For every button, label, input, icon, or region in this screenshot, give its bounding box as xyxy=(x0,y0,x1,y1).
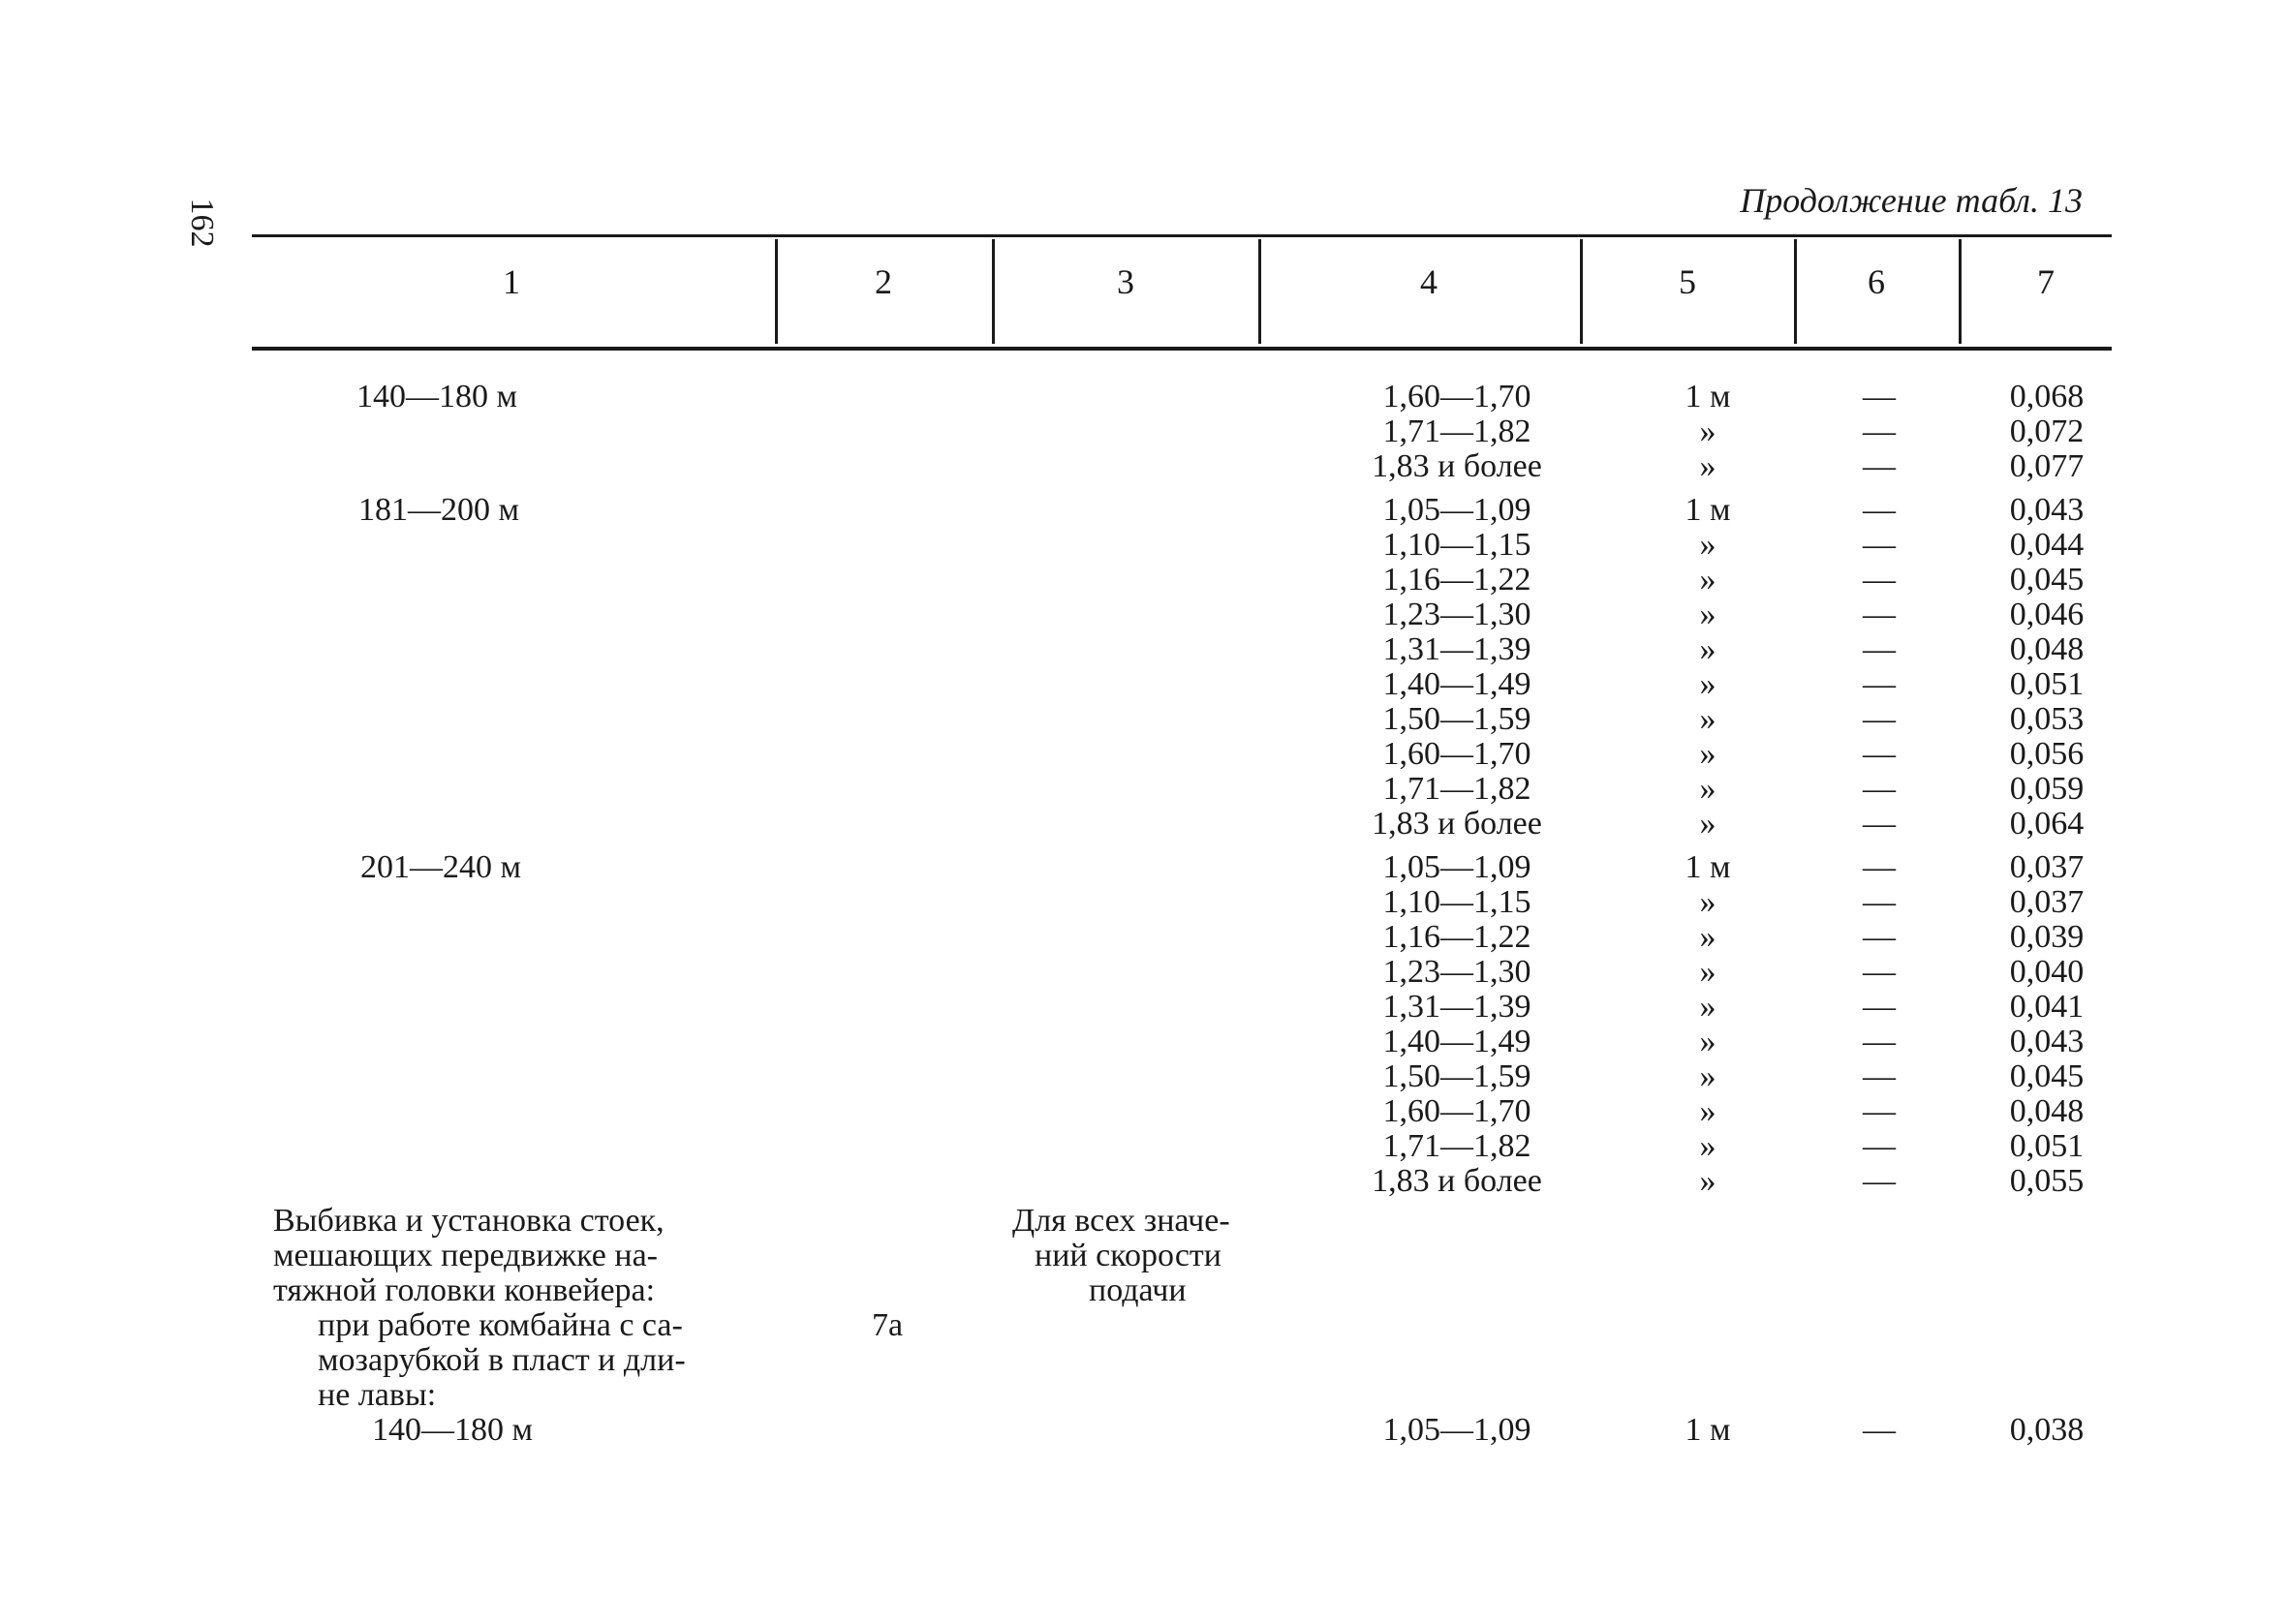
cell-range: 1,83 и более xyxy=(1372,806,1542,842)
table-row xyxy=(0,737,2288,772)
table-row xyxy=(0,1059,2288,1094)
cell-value: 0,051 xyxy=(2009,1128,2085,1164)
cell-unit: » xyxy=(1699,701,1716,737)
table-row xyxy=(0,1025,2288,1059)
column-header-2: 2 xyxy=(875,262,892,301)
table-row xyxy=(0,563,2288,598)
group-label: 140—180 м xyxy=(372,1412,534,1448)
cell-value: 0,059 xyxy=(2009,771,2085,807)
cell-range: 1,50—1,59 xyxy=(1382,701,1531,737)
cell-unit: » xyxy=(1699,1024,1716,1059)
table-row xyxy=(0,414,2288,449)
cell-value: 0,072 xyxy=(2009,414,2085,449)
group-label: 181—200 м xyxy=(358,492,520,528)
table-row xyxy=(0,920,2288,955)
cell-value: 0,039 xyxy=(2009,919,2085,955)
cell-unit: » xyxy=(1699,989,1716,1025)
cell-unit: » xyxy=(1699,1093,1716,1129)
section-subitem-line: при работе комбайна с са- xyxy=(318,1307,683,1343)
cell-dash: — xyxy=(1863,701,1896,737)
cell-dash: — xyxy=(1863,736,1896,772)
cell-value: 0,045 xyxy=(2009,1058,2085,1094)
table-top-rule xyxy=(252,234,2112,237)
table-row xyxy=(0,449,2288,484)
cell-value: 0,064 xyxy=(2009,806,2085,842)
section-subitem-line: не лавы: xyxy=(318,1377,437,1413)
cell-range: 1,23—1,30 xyxy=(1382,597,1531,632)
cell-range: 1,50—1,59 xyxy=(1382,1058,1531,1094)
cell-range: 1,83 и более xyxy=(1372,1163,1542,1199)
group-label: 201—240 м xyxy=(360,849,522,885)
cell-dash: — xyxy=(1863,954,1896,990)
column-divider xyxy=(775,239,778,344)
table-row xyxy=(0,990,2288,1025)
column-divider xyxy=(1258,239,1261,344)
cell-value: 0,055 xyxy=(2009,1163,2085,1199)
column-header-7: 7 xyxy=(2037,262,2055,301)
table-row xyxy=(0,1094,2288,1129)
table-row xyxy=(0,493,2288,528)
cell-dash: — xyxy=(1863,1128,1896,1164)
column-divider xyxy=(992,239,995,344)
cell-dash: — xyxy=(1863,1058,1896,1094)
cell-range: 1,10—1,15 xyxy=(1382,527,1531,563)
cell-value: 0,048 xyxy=(2009,631,2085,667)
cell-dash: — xyxy=(1863,849,1896,885)
cell-unit: » xyxy=(1699,414,1716,449)
section-note-line: подачи xyxy=(1089,1272,1187,1308)
cell-dash: — xyxy=(1863,1163,1896,1199)
cell-range: 1,10—1,15 xyxy=(1382,884,1531,920)
cell-range: 1,16—1,22 xyxy=(1382,919,1531,955)
table-header-rule xyxy=(252,347,2112,351)
cell-range: 1,40—1,49 xyxy=(1382,666,1531,702)
column-header-3: 3 xyxy=(1117,262,1134,301)
cell-value: 0,053 xyxy=(2009,701,2085,737)
cell-unit: » xyxy=(1699,954,1716,990)
cell-unit: 1 м xyxy=(1685,1412,1731,1448)
table-row xyxy=(0,528,2288,563)
table-row xyxy=(0,850,2288,885)
cell-range: 1,40—1,49 xyxy=(1382,1024,1531,1059)
cell-value: 0,068 xyxy=(2009,379,2085,414)
cell-range: 1,05—1,09 xyxy=(1382,849,1531,885)
cell-range: 1,31—1,39 xyxy=(1382,631,1531,667)
cell-unit: » xyxy=(1699,597,1716,632)
cell-unit: » xyxy=(1699,806,1716,842)
cell-dash: — xyxy=(1863,989,1896,1025)
page-number: 162 xyxy=(184,198,220,248)
cell-value: 0,038 xyxy=(2009,1412,2085,1448)
section-description-line: Выбивка и установка стоек, xyxy=(273,1203,665,1239)
cell-unit: » xyxy=(1699,736,1716,772)
cell-range: 1,60—1,70 xyxy=(1382,736,1531,772)
cell-unit: » xyxy=(1699,1163,1716,1199)
cell-unit: » xyxy=(1699,1128,1716,1164)
cell-unit: » xyxy=(1699,631,1716,667)
cell-dash: — xyxy=(1863,666,1896,702)
cell-dash: — xyxy=(1863,379,1896,414)
cell-range: 1,71—1,82 xyxy=(1382,771,1531,807)
table-row xyxy=(0,598,2288,632)
section-description-line: мешающих передвижке на- xyxy=(273,1238,658,1273)
table-row xyxy=(0,885,2288,920)
cell-value: 0,048 xyxy=(2009,1093,2085,1129)
cell-dash: — xyxy=(1863,414,1896,449)
cell-dash: — xyxy=(1863,448,1896,484)
table-row xyxy=(0,1413,2288,1448)
cell-unit: » xyxy=(1699,1058,1716,1094)
column-divider xyxy=(1959,239,1962,344)
section-note-line: Для всех значе- xyxy=(1012,1203,1230,1239)
cell-range: 1,60—1,70 xyxy=(1382,379,1531,414)
section-subitem-line: мозарубкой в пласт и дли- xyxy=(318,1342,686,1378)
cell-dash: — xyxy=(1863,1412,1896,1448)
table-row xyxy=(0,955,2288,990)
cell-value: 0,043 xyxy=(2009,1024,2085,1059)
cell-dash: — xyxy=(1863,492,1896,528)
cell-range: 1,05—1,09 xyxy=(1382,492,1531,528)
cell-value: 0,037 xyxy=(2009,849,2085,885)
cell-value: 0,041 xyxy=(2009,989,2085,1025)
cell-dash: — xyxy=(1863,631,1896,667)
cell-value: 0,077 xyxy=(2009,448,2085,484)
cell-range: 1,31—1,39 xyxy=(1382,989,1531,1025)
section-note-line: ний скорости xyxy=(1035,1238,1221,1273)
column-header-5: 5 xyxy=(1679,262,1696,301)
table-row xyxy=(0,1129,2288,1164)
cell-value: 0,046 xyxy=(2009,597,2085,632)
cell-value: 0,044 xyxy=(2009,527,2085,563)
cell-dash: — xyxy=(1863,1093,1896,1129)
cell-value: 0,045 xyxy=(2009,562,2085,598)
cell-unit: » xyxy=(1699,771,1716,807)
cell-dash: — xyxy=(1863,884,1896,920)
cell-value: 0,056 xyxy=(2009,736,2085,772)
cell-unit: 1 м xyxy=(1685,492,1731,528)
cell-unit: » xyxy=(1699,562,1716,598)
cell-value: 0,051 xyxy=(2009,666,2085,702)
section-description-line: тяжной головки конвейера: xyxy=(273,1272,656,1308)
cell-dash: — xyxy=(1863,1024,1896,1059)
cell-dash: — xyxy=(1863,919,1896,955)
table-row xyxy=(0,380,2288,414)
cell-dash: — xyxy=(1863,771,1896,807)
cell-dash: — xyxy=(1863,597,1896,632)
cell-value: 0,040 xyxy=(2009,954,2085,990)
cell-unit: 1 м xyxy=(1685,379,1731,414)
cell-range: 1,60—1,70 xyxy=(1382,1093,1531,1129)
cell-range: 1,05—1,09 xyxy=(1382,1412,1531,1448)
table-row xyxy=(0,807,2288,842)
group-label: 140—180 м xyxy=(356,379,518,414)
cell-dash: — xyxy=(1863,806,1896,842)
table-row xyxy=(0,702,2288,737)
column-header-1: 1 xyxy=(503,262,520,301)
cell-unit: » xyxy=(1699,448,1716,484)
cell-unit: 1 м xyxy=(1685,849,1731,885)
cell-dash: — xyxy=(1863,527,1896,563)
cell-unit: » xyxy=(1699,884,1716,920)
cell-unit: » xyxy=(1699,666,1716,702)
table-row xyxy=(0,667,2288,702)
cell-range: 1,83 и более xyxy=(1372,448,1542,484)
column-header-6: 6 xyxy=(1868,262,1885,301)
cell-range: 1,71—1,82 xyxy=(1382,414,1531,449)
cell-range: 1,71—1,82 xyxy=(1382,1128,1531,1164)
cell-unit: » xyxy=(1699,919,1716,955)
cell-range: 1,16—1,22 xyxy=(1382,562,1531,598)
table-row xyxy=(0,632,2288,667)
column-divider xyxy=(1794,239,1797,344)
section-code: 7а xyxy=(872,1307,904,1343)
cell-dash: — xyxy=(1863,562,1896,598)
cell-value: 0,037 xyxy=(2009,884,2085,920)
cell-range: 1,23—1,30 xyxy=(1382,954,1531,990)
cell-unit: » xyxy=(1699,527,1716,563)
column-divider xyxy=(1580,239,1583,344)
table-row xyxy=(0,1164,2288,1199)
table-row xyxy=(0,772,2288,807)
column-header-4: 4 xyxy=(1420,262,1438,301)
cell-value: 0,043 xyxy=(2009,492,2085,528)
table-caption: Продолжение табл. 13 xyxy=(1740,181,2083,220)
